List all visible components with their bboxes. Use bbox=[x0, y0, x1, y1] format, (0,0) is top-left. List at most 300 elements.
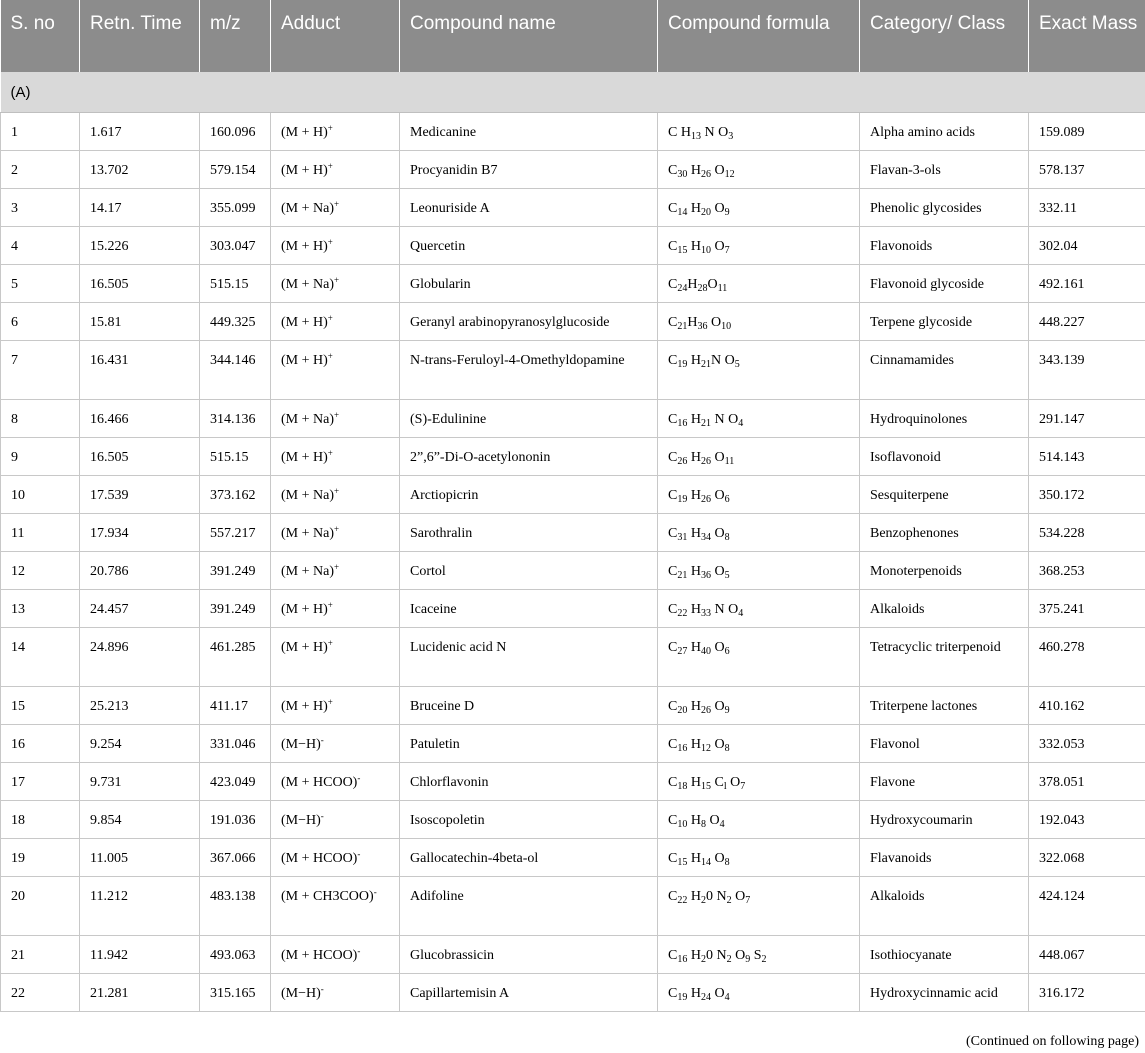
formula-element: C bbox=[668, 201, 678, 216]
cell-retention-time: 11.212 bbox=[80, 877, 200, 936]
adduct-charge: + bbox=[327, 161, 333, 171]
formula-element: H bbox=[687, 412, 701, 427]
formula-element: O bbox=[707, 277, 718, 292]
formula-subscript: 4 bbox=[719, 819, 725, 830]
formula-subscript: 26 bbox=[700, 456, 711, 467]
table-row bbox=[1, 763, 1145, 801]
formula-element: C bbox=[668, 699, 678, 714]
formula-element: N O bbox=[710, 412, 739, 427]
adduct-text: (M + H) bbox=[281, 315, 328, 330]
cell-sno: 3 bbox=[1, 189, 80, 227]
table-row bbox=[1, 552, 1145, 590]
formula-element: O bbox=[710, 526, 725, 541]
cell-exact-mass: 378.051 bbox=[1029, 763, 1145, 801]
cell-sno: 14 bbox=[1, 628, 80, 687]
header-row bbox=[1, 0, 1145, 72]
cell-exact-mass: 534.228 bbox=[1029, 514, 1145, 552]
adduct-charge: - bbox=[320, 811, 324, 821]
adduct-text: (M + HCOO) bbox=[281, 851, 358, 866]
cell-mz: 331.046 bbox=[200, 725, 271, 763]
formula-element: H bbox=[687, 201, 701, 216]
formula-subscript: 7 bbox=[745, 895, 751, 906]
cell-exact-mass: 192.043 bbox=[1029, 801, 1145, 839]
formula-subscript: 16 bbox=[677, 418, 688, 429]
cell-retention-time: 9.854 bbox=[80, 801, 200, 839]
cell-sno: 16 bbox=[1, 725, 80, 763]
cell-mz: 315.165 bbox=[200, 974, 271, 1012]
adduct-text: (M + HCOO) bbox=[281, 948, 358, 963]
formula-element: H bbox=[687, 602, 701, 617]
formula-subscript: 33 bbox=[700, 608, 711, 619]
formula-element: H bbox=[687, 163, 701, 178]
cell-formula bbox=[658, 303, 860, 341]
cell-sno: 11 bbox=[1, 514, 80, 552]
cell-retention-time: 17.539 bbox=[80, 476, 200, 514]
adduct-text: (M + H) bbox=[281, 699, 328, 714]
formula-subscript: 28 bbox=[697, 283, 708, 294]
adduct-charge: + bbox=[327, 351, 333, 361]
adduct-text: (M−H) bbox=[281, 813, 321, 828]
cell-retention-time: 25.213 bbox=[80, 687, 200, 725]
cell-sno: 1 bbox=[1, 113, 80, 151]
cell-retention-time: 11.005 bbox=[80, 839, 200, 877]
cell-sno: 15 bbox=[1, 687, 80, 725]
formula-element: C bbox=[668, 986, 678, 1001]
cell-formula bbox=[658, 341, 860, 400]
cell-sno: 8 bbox=[1, 400, 80, 438]
cell-compound-name: Globularin bbox=[400, 265, 658, 303]
cell-compound-name: Cortol bbox=[400, 552, 658, 590]
cell-category: Sesquiterpene bbox=[860, 476, 1029, 514]
formula-element: O bbox=[710, 699, 725, 714]
formula-element: 0 N bbox=[705, 889, 727, 904]
formula-subscript: 2 bbox=[726, 895, 732, 906]
formula-element: H bbox=[687, 948, 701, 963]
formula-subscript: 27 bbox=[677, 646, 688, 657]
formula-subscript: 13 bbox=[690, 131, 701, 142]
cell-compound-name: Procyanidin B7 bbox=[400, 151, 658, 189]
cell-exact-mass: 302.04 bbox=[1029, 227, 1145, 265]
cell-sno: 19 bbox=[1, 839, 80, 877]
cell-category: Triterpene lactones bbox=[860, 687, 1029, 725]
formula-element: O bbox=[710, 450, 725, 465]
formula-element: N O bbox=[710, 353, 735, 368]
formula-element: O bbox=[710, 737, 725, 752]
formula-subscript: 21 bbox=[700, 359, 711, 370]
cell-formula bbox=[658, 113, 860, 151]
formula-subscript: 14 bbox=[700, 857, 711, 868]
cell-compound-name: Gallocatechin-4beta-ol bbox=[400, 839, 658, 877]
formula-element: C bbox=[668, 277, 678, 292]
cell-mz: 493.063 bbox=[200, 936, 271, 974]
adduct-text: (M + Na) bbox=[281, 277, 334, 292]
cell-sno: 21 bbox=[1, 936, 80, 974]
adduct-text: (M−H) bbox=[281, 986, 321, 1001]
adduct-text: (M + HCOO) bbox=[281, 775, 358, 790]
formula-subscript: 12 bbox=[724, 169, 735, 180]
cell-category: Flavan-3-ols bbox=[860, 151, 1029, 189]
cell-mz: 391.249 bbox=[200, 590, 271, 628]
cell-exact-mass: 343.139 bbox=[1029, 341, 1145, 400]
cell-exact-mass: 460.278 bbox=[1029, 628, 1145, 687]
formula-element: O bbox=[710, 488, 725, 503]
table-row bbox=[1, 303, 1145, 341]
table-row bbox=[1, 514, 1145, 552]
cell-compound-name: Medicanine bbox=[400, 113, 658, 151]
formula-element: N bbox=[700, 125, 719, 140]
formula-element: H bbox=[687, 699, 701, 714]
table-body bbox=[1, 113, 1145, 1012]
cell-sno: 17 bbox=[1, 763, 80, 801]
formula-subscript: 10 bbox=[700, 245, 711, 256]
cell-category: Benzophenones bbox=[860, 514, 1029, 552]
cell-formula bbox=[658, 438, 860, 476]
cell-category: Tetracyclic triterpenoid bbox=[860, 628, 1029, 687]
cell-exact-mass: 159.089 bbox=[1029, 113, 1145, 151]
formula-subscript: 21 bbox=[677, 321, 688, 332]
formula-element: H bbox=[687, 986, 701, 1001]
formula-element: C bbox=[668, 125, 681, 140]
cell-retention-time: 24.457 bbox=[80, 590, 200, 628]
formula-subscript: 7 bbox=[724, 245, 730, 256]
cell-category: Monoterpenoids bbox=[860, 552, 1029, 590]
table-row bbox=[1, 839, 1145, 877]
cell-sno: 18 bbox=[1, 801, 80, 839]
cell-mz: 579.154 bbox=[200, 151, 271, 189]
cell-formula bbox=[658, 227, 860, 265]
formula-element: O bbox=[710, 239, 725, 254]
cell-adduct bbox=[271, 113, 400, 151]
cell-exact-mass: 350.172 bbox=[1029, 476, 1145, 514]
cell-compound-name: Bruceine D bbox=[400, 687, 658, 725]
formula-subscript: 20 bbox=[677, 705, 688, 716]
adduct-charge: - bbox=[357, 773, 361, 783]
table-row bbox=[1, 628, 1145, 687]
cell-exact-mass: 578.137 bbox=[1029, 151, 1145, 189]
formula-element: C bbox=[668, 737, 678, 752]
cell-mz: 461.285 bbox=[200, 628, 271, 687]
formula-element: S bbox=[750, 948, 762, 963]
formula-subscript: 14 bbox=[677, 207, 688, 218]
cell-adduct bbox=[271, 438, 400, 476]
formula-subscript: 19 bbox=[677, 992, 688, 1003]
formula-subscript: 34 bbox=[700, 532, 711, 543]
cell-sno: 22 bbox=[1, 974, 80, 1012]
cell-category: Terpene glycoside bbox=[860, 303, 1029, 341]
formula-subscript: 4 bbox=[724, 992, 730, 1003]
formula-subscript: 26 bbox=[677, 456, 688, 467]
cell-mz: 391.249 bbox=[200, 552, 271, 590]
cell-adduct bbox=[271, 552, 400, 590]
cell-sno: 5 bbox=[1, 265, 80, 303]
cell-mz: 314.136 bbox=[200, 400, 271, 438]
cell-adduct bbox=[271, 628, 400, 687]
cell-exact-mass: 291.147 bbox=[1029, 400, 1145, 438]
cell-mz: 423.049 bbox=[200, 763, 271, 801]
cell-adduct bbox=[271, 725, 400, 763]
formula-subscript: 40 bbox=[700, 646, 711, 657]
cell-exact-mass: 375.241 bbox=[1029, 590, 1145, 628]
formula-element: H bbox=[687, 851, 701, 866]
formula-subscript: 19 bbox=[677, 494, 688, 505]
cell-adduct bbox=[271, 303, 400, 341]
cell-retention-time: 14.17 bbox=[80, 189, 200, 227]
cell-formula bbox=[658, 189, 860, 227]
cell-compound-name: Arctiopicrin bbox=[400, 476, 658, 514]
cell-compound-name: Sarothralin bbox=[400, 514, 658, 552]
cell-sno: 7 bbox=[1, 341, 80, 400]
cell-mz: 303.047 bbox=[200, 227, 271, 265]
cell-sno: 4 bbox=[1, 227, 80, 265]
formula-subscript: 31 bbox=[677, 532, 688, 543]
cell-mz: 191.036 bbox=[200, 801, 271, 839]
cell-mz: 449.325 bbox=[200, 303, 271, 341]
cell-compound-name: Capillartemisin A bbox=[400, 974, 658, 1012]
cell-exact-mass: 514.143 bbox=[1029, 438, 1145, 476]
formula-element: O bbox=[710, 640, 725, 655]
formula-element: C bbox=[668, 813, 678, 828]
adduct-charge: - bbox=[357, 849, 361, 859]
cell-adduct bbox=[271, 839, 400, 877]
cell-formula bbox=[658, 476, 860, 514]
adduct-text: (M + H) bbox=[281, 450, 328, 465]
formula-subscript: 15 bbox=[677, 857, 688, 868]
formula-element: C bbox=[668, 163, 678, 178]
cell-sno: 10 bbox=[1, 476, 80, 514]
formula-element: C bbox=[668, 353, 678, 368]
header-retention-time: Retn. Time bbox=[80, 0, 200, 72]
formula-element: H bbox=[687, 488, 701, 503]
cell-formula bbox=[658, 763, 860, 801]
cell-sno: 9 bbox=[1, 438, 80, 476]
formula-element: O bbox=[710, 163, 725, 178]
adduct-charge: + bbox=[334, 562, 340, 572]
formula-element: H bbox=[687, 450, 701, 465]
formula-element: O bbox=[710, 986, 725, 1001]
adduct-charge: + bbox=[334, 199, 340, 209]
cell-compound-name: Quercetin bbox=[400, 227, 658, 265]
cell-compound-name: Leonuriside A bbox=[400, 189, 658, 227]
cell-retention-time: 11.942 bbox=[80, 936, 200, 974]
formula-subscript: 12 bbox=[700, 743, 711, 754]
formula-element: H bbox=[687, 315, 698, 330]
cell-formula bbox=[658, 936, 860, 974]
formula-subscript: 8 bbox=[724, 857, 730, 868]
formula-subscript: 8 bbox=[724, 532, 730, 543]
cell-formula bbox=[658, 974, 860, 1012]
cell-adduct bbox=[271, 151, 400, 189]
cell-compound-name: (S)-Edulinine bbox=[400, 400, 658, 438]
formula-subscript: 9 bbox=[745, 954, 751, 965]
adduct-charge: + bbox=[327, 237, 333, 247]
header-adduct: Adduct bbox=[271, 0, 400, 72]
formula-subscript: 24 bbox=[677, 283, 688, 294]
cell-category: Isothiocyanate bbox=[860, 936, 1029, 974]
cell-retention-time: 16.505 bbox=[80, 265, 200, 303]
formula-element: C bbox=[668, 948, 678, 963]
cell-mz: 515.15 bbox=[200, 265, 271, 303]
cell-adduct bbox=[271, 687, 400, 725]
header-category: Category/ Class bbox=[860, 0, 1029, 72]
table-row bbox=[1, 113, 1145, 151]
cell-adduct bbox=[271, 265, 400, 303]
formula-subscript: 7 bbox=[740, 781, 746, 792]
formula-subscript: 20 bbox=[700, 207, 711, 218]
formula-element: O bbox=[731, 948, 746, 963]
cell-adduct bbox=[271, 189, 400, 227]
adduct-text: (M−H) bbox=[281, 737, 321, 752]
formula-subscript: 2 bbox=[700, 895, 706, 906]
adduct-text: (M + CH3COO) bbox=[281, 889, 374, 904]
adduct-charge: + bbox=[327, 313, 333, 323]
formula-element: C bbox=[668, 775, 678, 790]
adduct-charge: + bbox=[327, 123, 333, 133]
formula-subscript: 4 bbox=[738, 418, 744, 429]
formula-subscript: 8 bbox=[724, 743, 730, 754]
cell-mz: 160.096 bbox=[200, 113, 271, 151]
formula-subscript: 8 bbox=[700, 819, 706, 830]
adduct-text: (M + H) bbox=[281, 602, 328, 617]
formula-subscript: 16 bbox=[677, 743, 688, 754]
formula-element: H bbox=[687, 640, 701, 655]
formula-subscript: 11 bbox=[724, 456, 735, 467]
cell-retention-time: 15.81 bbox=[80, 303, 200, 341]
cell-compound-name: Isoscopoletin bbox=[400, 801, 658, 839]
header-compound-name: Compound name bbox=[400, 0, 658, 72]
cell-retention-time: 1.617 bbox=[80, 113, 200, 151]
formula-subscript: 24 bbox=[700, 992, 711, 1003]
formula-element: C bbox=[710, 775, 724, 790]
formula-subscript: l bbox=[723, 781, 727, 792]
adduct-text: (M + Na) bbox=[281, 201, 334, 216]
formula-subscript: 22 bbox=[677, 895, 688, 906]
cell-category: Flavonol bbox=[860, 725, 1029, 763]
cell-mz: 373.162 bbox=[200, 476, 271, 514]
adduct-charge: - bbox=[320, 735, 324, 745]
formula-subscript: 15 bbox=[677, 245, 688, 256]
formula-subscript: 36 bbox=[700, 570, 711, 581]
cell-category: Alkaloids bbox=[860, 590, 1029, 628]
adduct-text: (M + Na) bbox=[281, 488, 334, 503]
cell-category: Hydroquinolones bbox=[860, 400, 1029, 438]
adduct-charge: + bbox=[334, 275, 340, 285]
cell-category: Isoflavonoid bbox=[860, 438, 1029, 476]
formula-subscript: 18 bbox=[677, 781, 688, 792]
formula-element: H bbox=[687, 813, 701, 828]
adduct-charge: + bbox=[327, 600, 333, 610]
adduct-text: (M + H) bbox=[281, 640, 328, 655]
formula-element: O bbox=[710, 851, 725, 866]
formula-subscript: 4 bbox=[738, 608, 744, 619]
cell-formula bbox=[658, 839, 860, 877]
cell-compound-name: 2”,6”-Di-O-acetylononin bbox=[400, 438, 658, 476]
formula-subscript: 2 bbox=[761, 954, 767, 965]
formula-element: O bbox=[705, 813, 720, 828]
formula-subscript: 26 bbox=[700, 705, 711, 716]
cell-formula bbox=[658, 514, 860, 552]
formula-element: O bbox=[731, 889, 746, 904]
table-row bbox=[1, 341, 1145, 400]
adduct-charge: + bbox=[327, 448, 333, 458]
cell-sno: 13 bbox=[1, 590, 80, 628]
cell-compound-name: Icaceine bbox=[400, 590, 658, 628]
formula-element: O bbox=[707, 315, 722, 330]
cell-formula bbox=[658, 265, 860, 303]
cell-retention-time: 13.702 bbox=[80, 151, 200, 189]
formula-element: O bbox=[710, 564, 725, 579]
cell-exact-mass: 316.172 bbox=[1029, 974, 1145, 1012]
cell-sno: 6 bbox=[1, 303, 80, 341]
cell-compound-name: Geranyl arabinopyranosylglucoside bbox=[400, 303, 658, 341]
formula-subscript: 9 bbox=[724, 705, 730, 716]
cell-exact-mass: 322.068 bbox=[1029, 839, 1145, 877]
formula-subscript: 3 bbox=[728, 131, 734, 142]
cell-compound-name: Patuletin bbox=[400, 725, 658, 763]
cell-formula bbox=[658, 628, 860, 687]
adduct-charge: - bbox=[373, 887, 377, 897]
table-row bbox=[1, 877, 1145, 936]
formula-element: H bbox=[687, 775, 701, 790]
cell-mz: 344.146 bbox=[200, 341, 271, 400]
cell-compound-name: Lucidenic acid N bbox=[400, 628, 658, 687]
cell-category: Phenolic glycosides bbox=[860, 189, 1029, 227]
formula-element: H bbox=[680, 125, 691, 140]
formula-element: H bbox=[687, 277, 698, 292]
formula-element: O bbox=[718, 125, 729, 140]
cell-category: Flavonoids bbox=[860, 227, 1029, 265]
formula-element: H bbox=[687, 239, 701, 254]
cell-formula bbox=[658, 151, 860, 189]
adduct-text: (M + Na) bbox=[281, 526, 334, 541]
table-row bbox=[1, 151, 1145, 189]
cell-formula bbox=[658, 801, 860, 839]
header-mz: m/z bbox=[200, 0, 271, 72]
adduct-charge: + bbox=[334, 486, 340, 496]
section-row bbox=[1, 72, 1145, 113]
formula-subscript: 6 bbox=[724, 494, 730, 505]
cell-formula bbox=[658, 400, 860, 438]
formula-subscript: 11 bbox=[717, 283, 728, 294]
cell-exact-mass: 492.161 bbox=[1029, 265, 1145, 303]
table-row bbox=[1, 227, 1145, 265]
formula-element: H bbox=[687, 737, 701, 752]
cell-mz: 515.15 bbox=[200, 438, 271, 476]
formula-element: N O bbox=[710, 602, 739, 617]
cell-adduct bbox=[271, 763, 400, 801]
formula-subscript: 21 bbox=[677, 570, 688, 581]
table-row bbox=[1, 590, 1145, 628]
table-row bbox=[1, 189, 1145, 227]
cell-exact-mass: 410.162 bbox=[1029, 687, 1145, 725]
cell-retention-time: 16.505 bbox=[80, 438, 200, 476]
cell-adduct bbox=[271, 341, 400, 400]
adduct-text: (M + H) bbox=[281, 353, 328, 368]
cell-sno: 20 bbox=[1, 877, 80, 936]
cell-retention-time: 9.731 bbox=[80, 763, 200, 801]
cell-sno: 2 bbox=[1, 151, 80, 189]
cell-adduct bbox=[271, 974, 400, 1012]
adduct-charge: + bbox=[334, 524, 340, 534]
cell-exact-mass: 424.124 bbox=[1029, 877, 1145, 936]
cell-adduct bbox=[271, 590, 400, 628]
formula-subscript: 16 bbox=[677, 954, 688, 965]
cell-mz: 557.217 bbox=[200, 514, 271, 552]
table-row bbox=[1, 400, 1145, 438]
adduct-charge: + bbox=[327, 638, 333, 648]
table-row bbox=[1, 438, 1145, 476]
formula-element: C bbox=[668, 488, 678, 503]
cell-retention-time: 17.934 bbox=[80, 514, 200, 552]
